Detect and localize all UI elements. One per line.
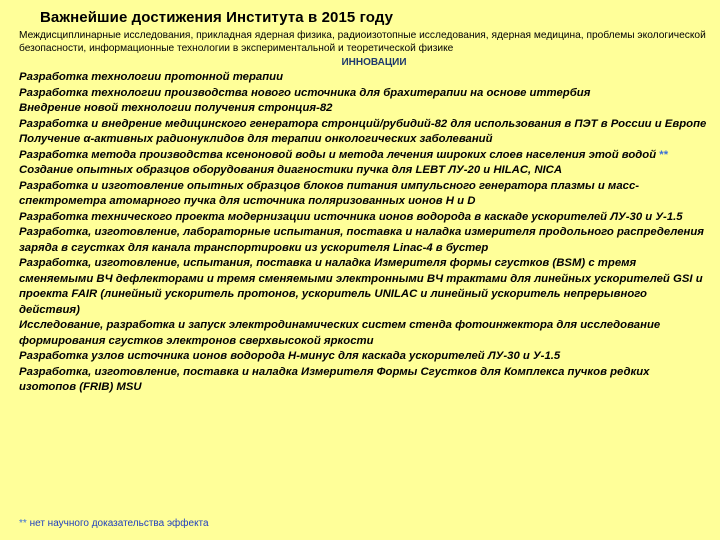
list-item [19,86,709,102]
list-item [19,101,709,117]
list-item [19,70,709,86]
footnote-text: нет научного доказательства эффекта [26,518,209,529]
list-item [19,163,709,179]
list-item-text: Внедрение новой технологии получения стронция-82 [19,102,333,114]
footnote-marker: ** [656,148,669,161]
list-item [19,132,709,148]
list-item [19,210,709,226]
list-item [19,365,709,396]
list-item [19,349,709,365]
list-item-text: Разработка технологии протонной терапии [19,71,284,83]
list-item [19,318,709,349]
list-item-text: Разработка, изготовление, поставка и наладка Измерителя Формы Сгустков для Комплекса пучков редких изотопов (FRIB) MSU [19,365,650,393]
slide-subtitle: Междисциплинарные исследования, прикладная ядерная физика, радиоизотопные исследования, ядерная медицина, проблемы экологической безопасности, информационные технологии в экспериментальной и теоретической физике [19,30,706,54]
list-item-text: Разработка и изготовление опытных образцов блоков питания импульсного генератора плазмы и масс-спектрометра атомарного пучка для источника поляризованных ионов H и D [19,179,640,207]
achievements-list [19,70,709,396]
list-item-text: Разработка, изготовление, испытания, поставка и наладка Измерителя формы сгустков (BSM) с тремя сменяемыми ВЧ дефлекторами и тремя сменяемыми электронными ВЧ трактами для линейных ускорителей GSI и проекта FAIR (линейный ускоритель протонов, ускоритель UNILAC и линейный ускоритель непрерывного действия) [19,257,703,316]
list-item [19,117,709,133]
list-item-text: Исследование, разработка и запуск электродинамических систем стенда фотоинжектора для исследование формирования сгустков электронов сверхвысокой яркости [19,319,661,347]
slide-title: Важнейшие достижения Института в 2015 году [40,9,394,26]
footnote-mark: ** [19,518,27,529]
list-item-text: Создание опытных образцов оборудования диагностики пучка для LEBT ЛУ-20 и HILAC, NICA [19,164,563,176]
list-item-text: Разработка, изготовление, лабораторные испытания, поставка и наладка измерителя продольного распределения заряда в сгустках для канала транспортировки из ускорителя Linac-4 в бустер [19,226,704,254]
section-label: ИННОВАЦИИ [341,57,407,68]
list-item [19,256,709,318]
list-item-text: Разработка и внедрение медицинского генератора стронций/рубидий-82 для использования в ПЭТ в России и Европе [19,117,707,130]
list-item-text: Разработка технологии производства нового источника для брахитерапии на основе иттербия [19,86,591,99]
list-item [19,148,709,164]
list-item-text: Разработка технического проекта модернизации источника ионов водорода в каскаде ускорителей ЛУ-30 и У-1.5 [19,210,683,223]
section-heading [0,57,720,68]
list-item-text: Получение α-активных радионуклидов для терапии онкологических заболеваний [19,133,493,145]
list-item [19,225,709,256]
list-item-text: Разработка узлов источника ионов водорода H-минус для каскада ускорителей ЛУ-30 и У-1.5 [19,350,561,362]
footnote [19,518,209,529]
list-item-text: Разработка метода производства ксеноновой воды и метода лечения широких слоев населения этой водой [19,148,657,161]
list-item [19,179,709,210]
